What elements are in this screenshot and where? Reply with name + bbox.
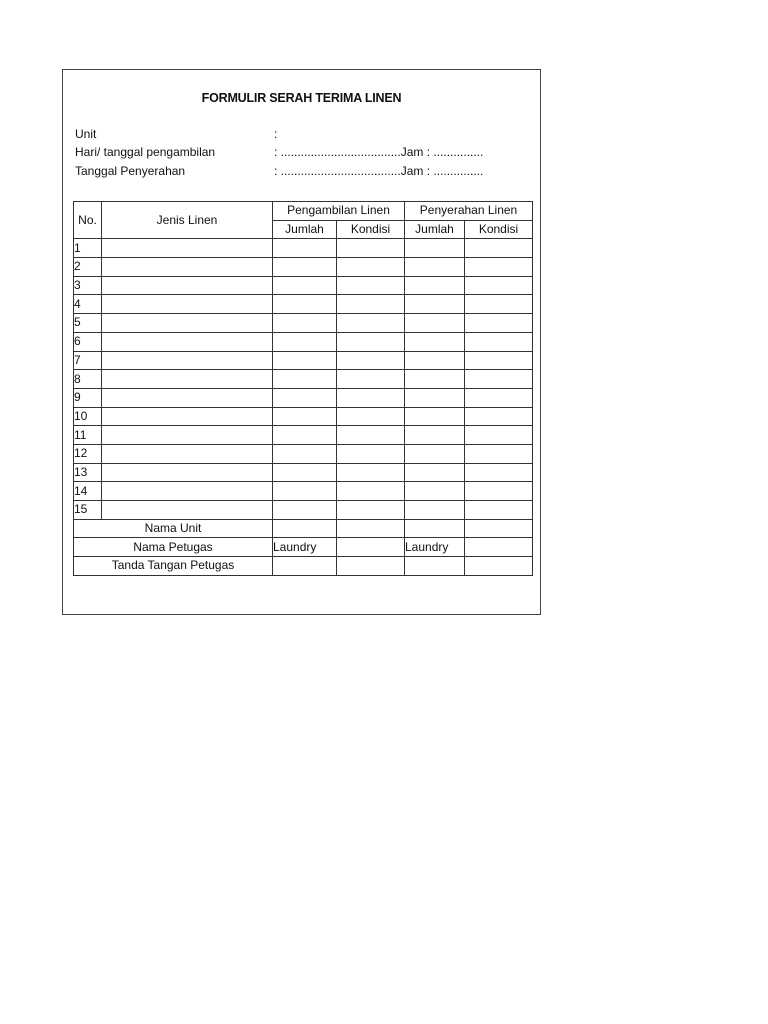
penyerahan-jumlah-header: Jumlah [405, 220, 465, 239]
penyerahan-jumlah-cell[interactable] [405, 276, 465, 295]
row-number: 9 [74, 388, 102, 407]
pengambilan-jumlah-cell[interactable] [273, 276, 337, 295]
nama-unit-row [74, 519, 533, 538]
tanda-tangan-label: Tanda Tangan Petugas [74, 557, 273, 576]
pengambilan-jumlah-cell[interactable] [273, 426, 337, 445]
penyerahan-kondisi-cell[interactable] [465, 370, 533, 389]
table-row [74, 444, 533, 463]
form-title: FORMULIR SERAH TERIMA LINEN [201, 91, 402, 105]
table-row [74, 332, 533, 351]
table-row [74, 295, 533, 314]
row-number: 10 [74, 407, 102, 426]
laundry-label-penyerahan: Laundry [405, 538, 465, 557]
nama-unit-cell[interactable] [337, 519, 405, 538]
row-number: 14 [74, 482, 102, 501]
table-row [74, 239, 533, 258]
table-row [74, 370, 533, 389]
row-number: 4 [74, 295, 102, 314]
pengambilan-jumlah-cell[interactable] [273, 295, 337, 314]
pengambilan-kondisi-cell[interactable] [337, 332, 405, 351]
pengambilan-jumlah-cell[interactable] [273, 482, 337, 501]
jenis-linen-cell[interactable] [102, 444, 273, 463]
penyerahan-kondisi-cell[interactable] [465, 407, 533, 426]
pengambilan-kondisi-cell[interactable] [337, 501, 405, 520]
pengambilan-kondisi-cell[interactable] [337, 463, 405, 482]
tanda-tangan-row [74, 557, 533, 576]
signature-cell[interactable] [465, 557, 533, 576]
penyerahan-jumlah-cell[interactable] [405, 314, 465, 333]
penyerahan-kondisi-cell[interactable] [465, 501, 533, 520]
pengambilan-jumlah-cell[interactable] [273, 444, 337, 463]
penyerahan-jumlah-cell[interactable] [405, 388, 465, 407]
row-number: 12 [74, 444, 102, 463]
penyerahan-kondisi-cell[interactable] [465, 295, 533, 314]
table-row [74, 276, 533, 295]
penyerahan-jumlah-cell[interactable] [405, 295, 465, 314]
pengambilan-kondisi-cell[interactable] [337, 407, 405, 426]
pengambilan-jumlah-cell[interactable] [273, 332, 337, 351]
penyerahan-jumlah-cell[interactable] [405, 463, 465, 482]
penyerahan-jumlah-cell[interactable] [405, 258, 465, 277]
penyerahan-kondisi-cell[interactable] [465, 388, 533, 407]
col-jenis-header: Jenis Linen [102, 202, 273, 239]
jenis-linen-cell[interactable] [102, 501, 273, 520]
penyerahan-jumlah-cell[interactable] [405, 501, 465, 520]
signature-cell[interactable] [405, 557, 465, 576]
jenis-linen-cell[interactable] [102, 482, 273, 501]
nama-petugas-row [74, 538, 533, 557]
field-unit-label: Unit [75, 127, 97, 141]
pengambilan-kondisi-cell[interactable] [337, 482, 405, 501]
pengambilan-kondisi-cell[interactable] [337, 258, 405, 277]
penyerahan-jumlah-cell[interactable] [405, 444, 465, 463]
row-number: 8 [74, 370, 102, 389]
pengambilan-jumlah-cell[interactable] [273, 501, 337, 520]
table-row [74, 388, 533, 407]
table-row [74, 426, 533, 445]
pengambilan-kondisi-cell[interactable] [337, 444, 405, 463]
field-pickup-date-label: Hari/ tanggal pengambilan [75, 145, 216, 159]
group-pengambilan-header: Pengambilan Linen [273, 202, 405, 221]
penyerahan-kondisi-cell[interactable] [465, 314, 533, 333]
pengambilan-jumlah-cell[interactable] [273, 463, 337, 482]
penyerahan-kondisi-cell[interactable] [465, 482, 533, 501]
penyerahan-kondisi-cell[interactable] [465, 426, 533, 445]
jenis-linen-cell[interactable] [102, 239, 273, 258]
pengambilan-kondisi-cell[interactable] [337, 239, 405, 258]
field-unit-value: : [274, 127, 278, 141]
pengambilan-jumlah-cell[interactable] [273, 407, 337, 426]
table-row [74, 407, 533, 426]
nama-unit-label: Nama Unit [74, 519, 273, 538]
jenis-linen-cell[interactable] [102, 351, 273, 370]
row-number: 5 [74, 314, 102, 333]
jenis-linen-cell[interactable] [102, 388, 273, 407]
table-row [74, 258, 533, 277]
penyerahan-jumlah-cell[interactable] [405, 370, 465, 389]
jenis-linen-cell[interactable] [102, 407, 273, 426]
pengambilan-kondisi-cell[interactable] [337, 351, 405, 370]
pengambilan-jumlah-header: Jumlah [273, 220, 337, 239]
table-row [74, 463, 533, 482]
penyerahan-kondisi-cell[interactable] [465, 276, 533, 295]
laundry-label-pengambilan: Laundry [273, 538, 337, 557]
jenis-linen-cell[interactable] [102, 258, 273, 277]
penyerahan-jumlah-cell[interactable] [405, 482, 465, 501]
linen-handover-form [62, 69, 541, 615]
table-row [74, 482, 533, 501]
row-number: 2 [74, 258, 102, 277]
col-no-header: No. [74, 202, 102, 239]
nama-unit-cell[interactable] [465, 519, 533, 538]
pengambilan-jumlah-cell[interactable] [273, 370, 337, 389]
row-number: 13 [74, 463, 102, 482]
pengambilan-kondisi-header: Kondisi [337, 220, 405, 239]
jenis-linen-cell[interactable] [102, 276, 273, 295]
penyerahan-jumlah-cell[interactable] [405, 239, 465, 258]
field-delivery-date-label: Tanggal Penyerahan [75, 164, 186, 178]
jenis-linen-cell[interactable] [102, 463, 273, 482]
penyerahan-kondisi-cell[interactable] [465, 444, 533, 463]
pengambilan-kondisi-cell[interactable] [337, 370, 405, 389]
table-row [74, 501, 533, 520]
pengambilan-jumlah-cell[interactable] [273, 258, 337, 277]
row-number: 3 [74, 276, 102, 295]
row-number: 1 [74, 239, 102, 258]
pengambilan-jumlah-cell[interactable] [273, 388, 337, 407]
penyerahan-kondisi-cell[interactable] [465, 258, 533, 277]
field-delivery-date-value: : ....................................Jam : ............... [274, 164, 484, 178]
penyerahan-kondisi-cell[interactable] [465, 351, 533, 370]
jenis-linen-cell[interactable] [102, 314, 273, 333]
linen-table [73, 201, 533, 576]
row-number: 15 [74, 501, 102, 520]
field-pickup-date-value: : ....................................Jam : ............... [274, 145, 484, 159]
pengambilan-jumlah-cell[interactable] [273, 351, 337, 370]
row-number: 11 [74, 426, 102, 445]
nama-unit-cell[interactable] [273, 519, 337, 538]
pengambilan-jumlah-cell[interactable] [273, 239, 337, 258]
pengambilan-kondisi-cell[interactable] [337, 295, 405, 314]
nama-petugas-cell[interactable] [465, 538, 533, 557]
table-row [74, 314, 533, 333]
nama-petugas-label: Nama Petugas [74, 538, 273, 557]
pengambilan-kondisi-cell[interactable] [337, 314, 405, 333]
pengambilan-kondisi-cell[interactable] [337, 276, 405, 295]
pengambilan-kondisi-cell[interactable] [337, 426, 405, 445]
penyerahan-kondisi-cell[interactable] [465, 332, 533, 351]
signature-cell[interactable] [273, 557, 337, 576]
jenis-linen-cell[interactable] [102, 295, 273, 314]
table-row [74, 351, 533, 370]
penyerahan-jumlah-cell[interactable] [405, 332, 465, 351]
nama-unit-cell[interactable] [405, 519, 465, 538]
row-number: 6 [74, 332, 102, 351]
signature-cell[interactable] [337, 557, 405, 576]
pengambilan-jumlah-cell[interactable] [273, 314, 337, 333]
group-penyerahan-header: Penyerahan Linen [405, 202, 533, 221]
penyerahan-jumlah-cell[interactable] [405, 426, 465, 445]
jenis-linen-cell[interactable] [102, 370, 273, 389]
row-number: 7 [74, 351, 102, 370]
pengambilan-kondisi-cell[interactable] [337, 388, 405, 407]
penyerahan-kondisi-header: Kondisi [465, 220, 533, 239]
penyerahan-kondisi-cell[interactable] [465, 463, 533, 482]
penyerahan-kondisi-cell[interactable] [465, 239, 533, 258]
nama-petugas-cell[interactable] [337, 538, 405, 557]
penyerahan-jumlah-cell[interactable] [405, 351, 465, 370]
jenis-linen-cell[interactable] [102, 332, 273, 351]
jenis-linen-cell[interactable] [102, 426, 273, 445]
penyerahan-jumlah-cell[interactable] [405, 407, 465, 426]
